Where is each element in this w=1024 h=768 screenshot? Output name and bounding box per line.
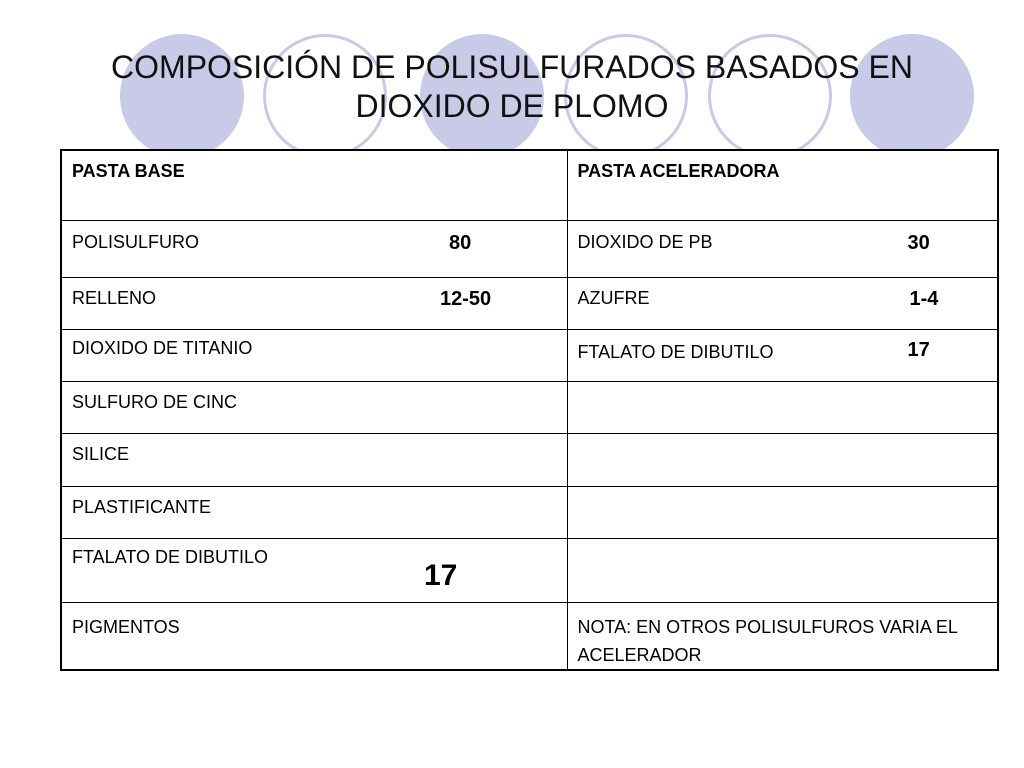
base-component: POLISULFURO	[72, 231, 200, 252]
table-row	[61, 220, 998, 277]
base-component: RELLENO	[72, 287, 157, 308]
accelerator-cell	[567, 433, 998, 486]
accelerator-cell	[567, 329, 998, 381]
base-cell	[61, 538, 567, 602]
base-value: 12-50	[440, 287, 492, 310]
table-row	[61, 602, 998, 670]
base-cell: PIGMENTOS	[61, 602, 567, 670]
base-cell: PLASTIFICANTE	[61, 486, 567, 538]
table-row	[61, 433, 998, 486]
base-cell: SILICE	[61, 433, 567, 486]
header-accelerator-paste: PASTA ACELERADORA	[567, 150, 998, 220]
base-cell	[61, 277, 567, 329]
table-header-row	[61, 150, 998, 220]
base-cell	[61, 220, 567, 277]
table-row	[61, 538, 998, 602]
accelerator-cell	[567, 486, 998, 538]
accelerator-component: DIOXIDO DE PB	[577, 231, 713, 252]
accelerator-cell	[567, 220, 998, 277]
base-cell: SULFURO DE CINC	[61, 381, 567, 433]
table-row	[61, 381, 998, 433]
base-component: DIOXIDO DE TITANIO	[72, 337, 253, 358]
base-value: 80	[449, 231, 472, 254]
accelerator-value: 30	[907, 231, 930, 254]
composition-table	[60, 149, 999, 671]
table-row	[61, 486, 998, 538]
accelerator-value: 1-4	[909, 287, 939, 310]
accelerator-component: FTALATO DE DIBUTILO	[577, 341, 774, 362]
note-cell: NOTA: EN OTROS POLISULFUROS VARIA EL ACELERADOR	[567, 602, 998, 670]
table-row	[61, 329, 998, 381]
accelerator-component: AZUFRE	[577, 287, 650, 308]
accelerator-value: 17	[907, 338, 930, 361]
base-cell	[61, 329, 567, 381]
table-row	[61, 277, 998, 329]
header-base-paste: PASTA BASE	[61, 150, 567, 220]
accelerator-cell	[567, 538, 998, 602]
accelerator-cell	[567, 277, 998, 329]
base-component: FTALATO DE DIBUTILO	[72, 546, 269, 567]
slide-title: COMPOSICIÓN DE POLISULFURADOS BASADOS EN DIOXIDO DE PLOMO	[111, 49, 913, 124]
base-value: 17	[424, 558, 458, 592]
accelerator-cell	[567, 381, 998, 433]
